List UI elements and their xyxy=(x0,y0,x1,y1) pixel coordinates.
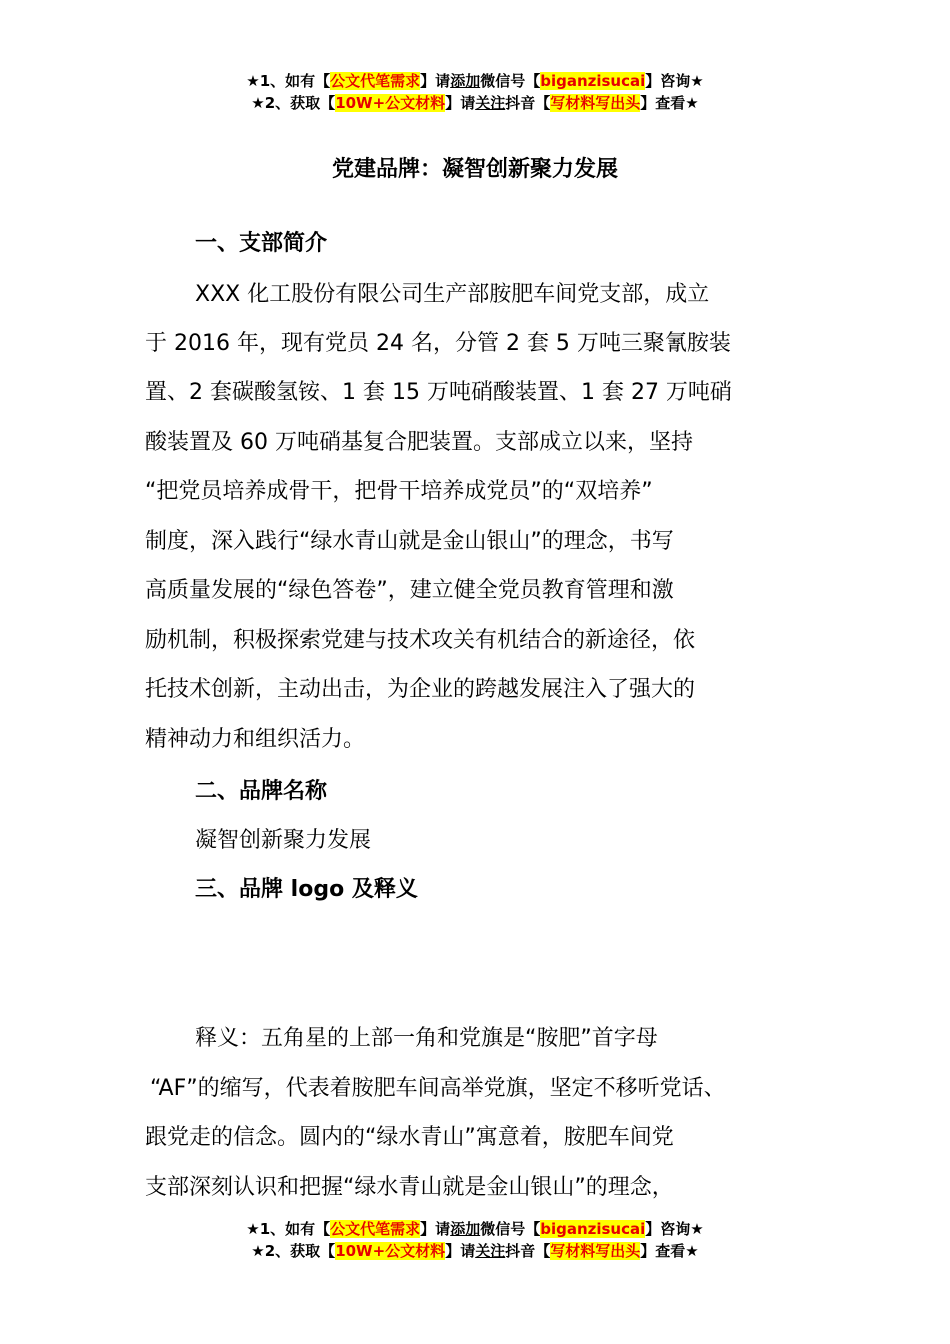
paragraph-line: 跟党走的信念。圆内的“绿水青山”寓意着，胺肥车间党 xyxy=(145,1125,674,1150)
banner-text: 抖音【 xyxy=(505,94,551,112)
paragraph-line: 励机制，积极探索党建与技术攻关有机结合的新途径，依 xyxy=(145,628,696,653)
banner-highlight: biganzisucai xyxy=(540,72,646,90)
banner-line-1 xyxy=(0,70,950,92)
banner-text: ★1、如有【 xyxy=(246,72,331,90)
paragraph-line: 精神动力和组织活力。 xyxy=(145,727,366,752)
banner-text: 】查看★ xyxy=(640,1242,699,1260)
banner-line-2 xyxy=(0,1240,950,1262)
banner-highlight: 公文代笔需求 xyxy=(330,1220,421,1238)
banner-text: 】请 xyxy=(420,1220,451,1238)
top-banner xyxy=(0,70,950,114)
banner-text: ★2、获取【 xyxy=(251,94,336,112)
banner-text: 微信号【 xyxy=(480,1220,541,1238)
banner-text: ★1、如有【 xyxy=(246,1220,331,1238)
paragraph-line: 支部深刻认识和把握“绿水青山就是金山银山”的理念， xyxy=(145,1175,674,1200)
banner-text: 微信号【 xyxy=(480,72,541,90)
banner-highlight: biganzisucai xyxy=(540,1220,646,1238)
banner-text: 抖音【 xyxy=(505,1242,551,1260)
banner-text: 】咨询★ xyxy=(645,72,704,90)
section-heading: 一、支部简介 xyxy=(195,231,328,256)
paragraph-line: 置、2 套碳酸氢铵、1 套 15 万吨硝酸装置、1 套 27 万吨硝 xyxy=(145,380,732,405)
paragraph-line: XXX 化工股份有限公司生产部胺肥车间党支部，成立 xyxy=(195,282,710,307)
banner-line-2 xyxy=(0,92,950,114)
paragraph-line: “AF”的缩写，代表着胺肥车间高举党旗，坚定不移听党话、 xyxy=(150,1076,726,1101)
brand-name-text: 凝智创新聚力发展 xyxy=(195,828,372,853)
banner-text: ★2、获取【 xyxy=(251,1242,336,1260)
banner-text: 】请 xyxy=(445,1242,476,1260)
banner-text: 】请 xyxy=(445,94,476,112)
banner-highlight: 公文代笔需求 xyxy=(330,72,421,90)
banner-underline: 添加 xyxy=(450,72,481,90)
section-heading: 三、品牌 logo 及释义 xyxy=(195,877,418,902)
banner-line-1 xyxy=(0,1218,950,1240)
banner-underline: 关注 xyxy=(475,1242,506,1260)
document-title: 党建品牌：凝智创新聚力发展 xyxy=(331,157,618,182)
paragraph-line: 高质量发展的“绿色答卷”，建立健全党员教育管理和激 xyxy=(145,578,674,603)
banner-underline: 添加 xyxy=(450,1220,481,1238)
banner-text: 】查看★ xyxy=(640,94,699,112)
paragraph-line: 释义：五角星的上部一角和党旗是“胺肥”首字母 xyxy=(195,1026,658,1051)
paragraph-line: 制度，深入践行“绿水青山就是金山银山”的理念，书写 xyxy=(145,529,674,554)
paragraph-line: “把党员培养成骨干，把骨干培养成党员”的“双培养” xyxy=(145,479,653,504)
paragraph-line: 于 2016 年，现有党员 24 名，分管 2 套 5 万吨三聚氰胺装 xyxy=(145,331,731,356)
bottom-banner xyxy=(0,1218,950,1262)
banner-underline: 关注 xyxy=(475,94,506,112)
banner-highlight: 写材料写出头 xyxy=(550,94,641,112)
banner-text: 】咨询★ xyxy=(645,1220,704,1238)
banner-highlight: 10W+公文材料 xyxy=(335,1242,446,1260)
paragraph-line: 酸装置及 60 万吨硝基复合肥装置。支部成立以来，坚持 xyxy=(145,430,693,455)
paragraph-line: 托技术创新，主动出击，为企业的跨越发展注入了强大的 xyxy=(145,677,696,702)
banner-highlight: 10W+公文材料 xyxy=(335,94,446,112)
banner-highlight: 写材料写出头 xyxy=(550,1242,641,1260)
banner-text: 】请 xyxy=(420,72,451,90)
section-heading: 二、品牌名称 xyxy=(195,779,328,804)
